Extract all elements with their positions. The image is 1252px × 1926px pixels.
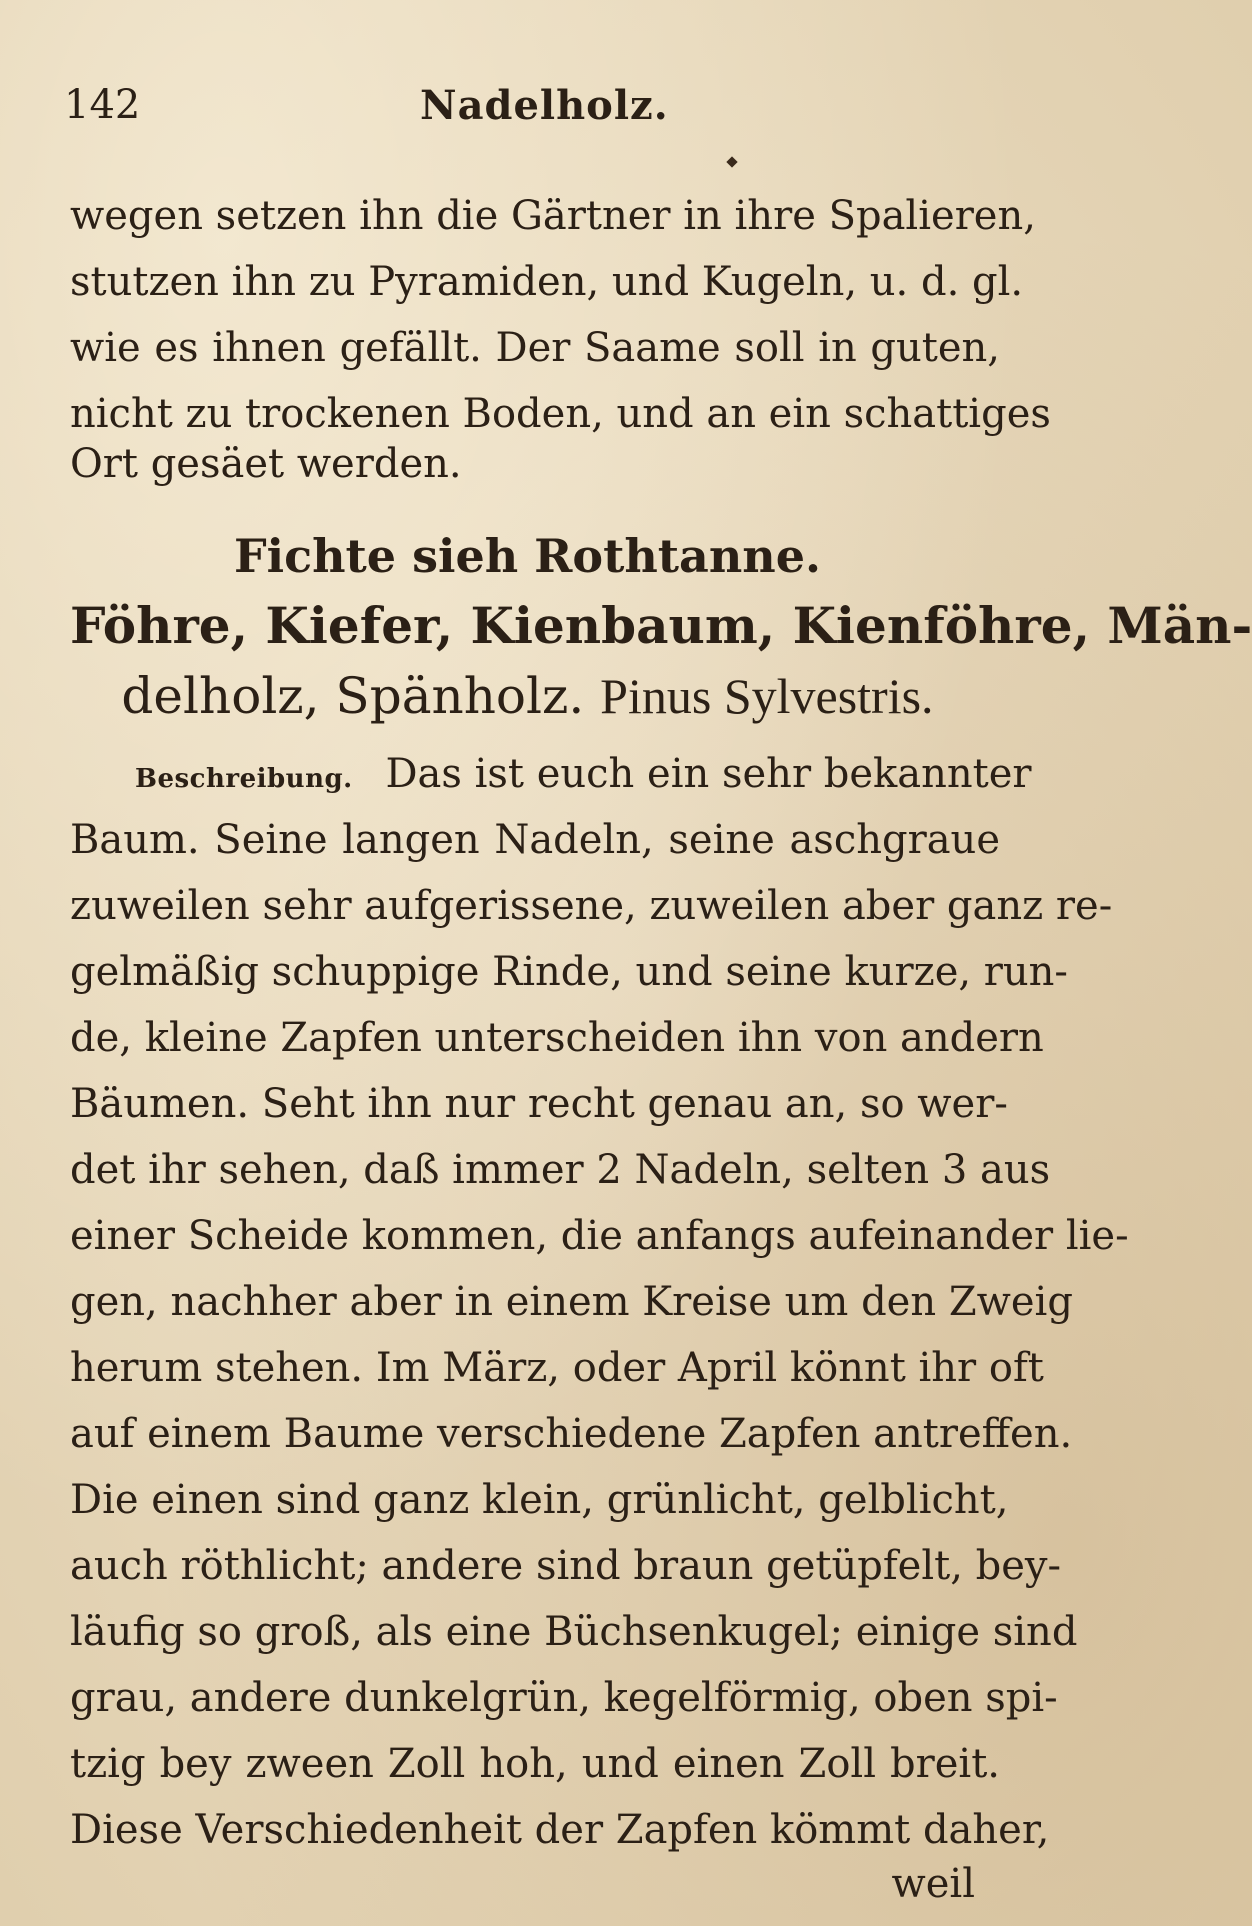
text-line: wegen setzen ihn die Gärtner in ihre Spalieren,: [70, 193, 1036, 239]
text-line: gen, nachher aber in einem Kreise um den Zweig: [70, 1279, 1073, 1325]
text-line: stutzen ihn zu Pyramiden, und Kugeln, u. d. gl.: [70, 259, 1024, 305]
section-title: Fichte sieh Rothtanne.: [233, 529, 822, 583]
sidenote-beschreibung: Beschreibung.: [135, 764, 353, 794]
text-line: wie es ihnen gefällt. Der Saame soll in guten,: [70, 325, 1000, 371]
text-line: auf einem Baume verschiedene Zapfen antreffen.: [70, 1411, 1073, 1457]
text-line: Diese Verschiedenheit der Zapfen kömmt daher,: [70, 1807, 1050, 1853]
text-line: gelmäßig schuppige Rinde, und seine kurze, run-: [70, 949, 1068, 995]
text-line: zuweilen sehr aufgerissene, zuweilen aber ganz re-: [70, 883, 1113, 929]
description-first-text: Das ist euch ein sehr bekannter: [385, 751, 1032, 797]
text-line: tzig bey zween Zoll hoh, und einen Zoll breit.: [70, 1741, 1000, 1787]
text-line: de, kleine Zapfen unterscheiden ihn von andern: [70, 1015, 1044, 1061]
common-names-line1: Föhre, Kiefer, Kienbaum, Kienföhre, Män-: [70, 596, 1252, 655]
text-line: einer Scheide kommen, die anfangs aufeinander lie-: [70, 1213, 1129, 1259]
text-line: läufig so groß, als eine Büchsenkugel; einige sind: [70, 1609, 1078, 1655]
text-line: Bäumen. Seht ihn nur recht genau an, so wer-: [70, 1081, 1008, 1127]
text-line: Die einen sind ganz klein, grünlicht, gelblicht,: [70, 1477, 1009, 1523]
text-line: Baum. Seine langen Nadeln, seine aschgraue: [70, 817, 1000, 863]
common-names-line2: [0, 667, 1055, 725]
text-line: nicht zu trockenen Boden, und an ein schattiges: [70, 391, 1051, 437]
description-first-line: [135, 748, 1032, 805]
page-number: 142: [64, 82, 141, 128]
text-line: herum stehen. Im März, oder April könnt ihr oft: [70, 1345, 1044, 1391]
latin-name: Pinus Sylvestris.: [600, 668, 934, 724]
running-head: Nadelholz.: [420, 82, 669, 129]
text-line: grau, andere dunkelgrün, kegelförmig, oben spi-: [70, 1675, 1058, 1721]
ink-speck: [726, 156, 737, 167]
text-line: auch röthlicht; andere sind braun getüpfelt, bey-: [70, 1543, 1062, 1589]
text-line: Ort gesäet werden.: [70, 441, 462, 487]
catchword: weil: [891, 1861, 975, 1907]
common-names-line2-text: delholz, Spänholz.: [121, 667, 585, 725]
text-line: det ihr sehen, daß immer 2 Nadeln, selten 3 aus: [70, 1147, 1051, 1193]
